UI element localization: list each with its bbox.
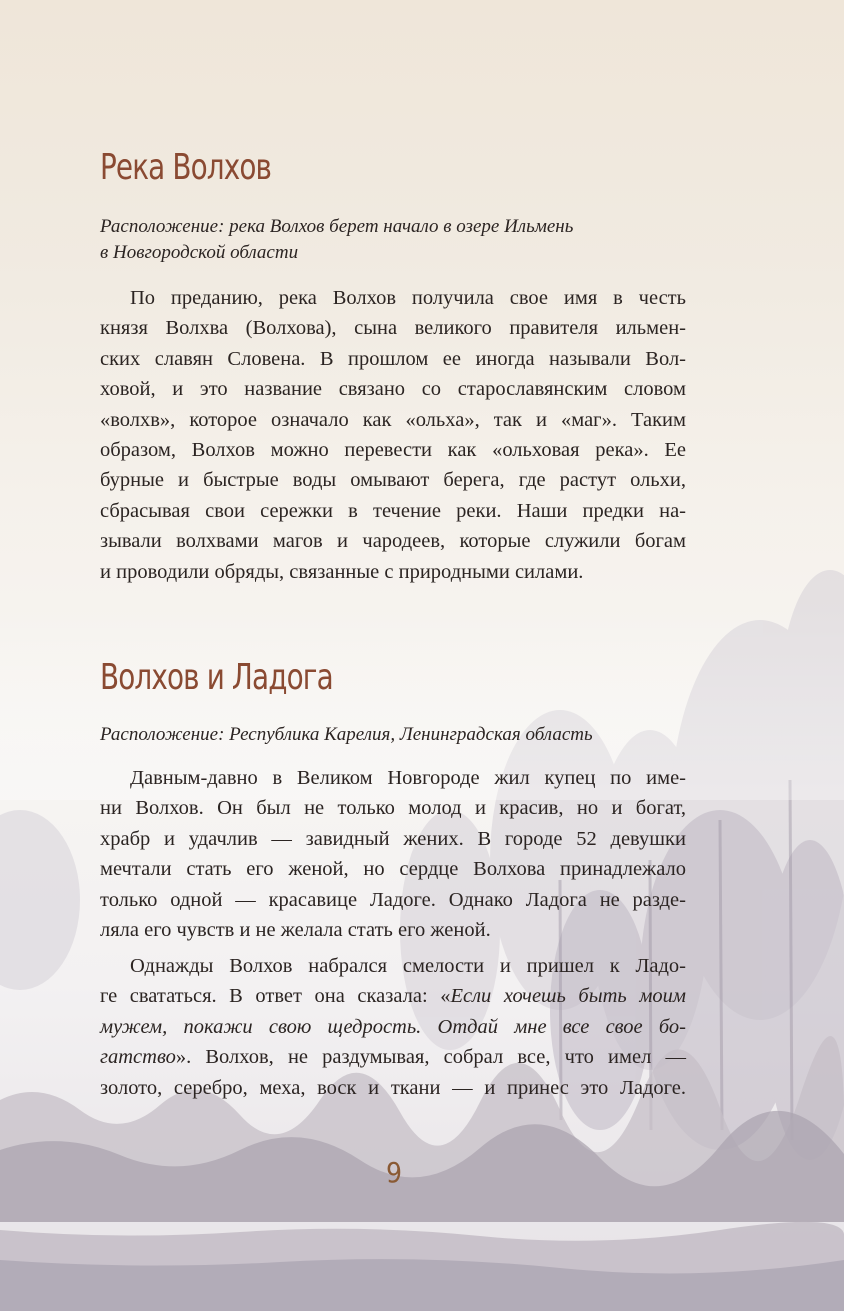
text-line: Однажды Волхов набрался смелости и пришел к Ладо- [130,955,686,977]
section-location: Расположение: Республика Карелия, Ленинградская область [100,724,593,745]
text-line: По преданию, река Волхов получила свое имя в честь [130,287,686,309]
text-line: князя Волхва (Волхова), сына великого правителя ильмен- [100,317,686,340]
text-line: только одной — красавице Ладоге. Однако Ладога не разде- [100,888,686,911]
text-run: ». Волхов, не раздумывая, собрал все, что имел — [175,1046,686,1069]
section-location [100,214,686,266]
text-run: ге свататься. В ответ она сказала: « [100,985,451,1008]
text-line [100,1012,686,1042]
page-number: 9 [385,1156,403,1189]
quote-italic: мужем, покажи свою щедрость. Отдай мне все свое бо- [100,1015,686,1038]
text-line: ни Волхов. Он был не только молод и красив, но и богат, [100,797,686,820]
location-line: в Новгородской области [100,242,299,263]
section-title-volkhov-and-ladoga: Волхов и Ладога [100,657,333,698]
location-line: Расположение: река Волхов берет начало в озере Ильмень [100,216,574,237]
body-paragraph [100,283,686,587]
quote-italic: Если хочешь быть моим [450,985,686,1008]
text-line: мечтали стать его женой, но сердце Волхова принадлежало [100,858,686,881]
text-line: золото, серебро, меха, воск и ткани — и принес это Ладоге. [100,1076,686,1099]
body-paragraph [100,763,686,945]
text-line: «волхв», которое означало как «ольха», так и «маг». Таким [100,408,686,431]
text-line [100,981,686,1011]
text-line: храбр и удачлив — завидный жених. В городе 52 девушки [100,827,686,850]
text-line: ских славян Словена. В прошлом ее иногда называли Вол- [100,347,686,370]
text-line: зывали волхвами магов и чародеев, которые служили богам [100,530,686,553]
text-line: бурные и быстрые воды омывают берега, где растут ольхи, [100,469,686,492]
text-line: ляла его чувств и не желала стать его женой. [100,919,491,942]
body-paragraph [100,951,686,1103]
text-line: образом, Волхов можно перевести как «ольховая река». Ее [100,439,686,462]
text-line: Давным-давно в Великом Новгороде жил купец по име- [130,767,686,789]
text-line: и проводили обряды, связанные с природными силами. [100,560,584,583]
section-title-volkhov-river: Река Волхов [100,147,272,188]
text-line: ховой, и это название связано со старославянским словом [100,378,686,401]
text-line [100,1042,686,1072]
quote-italic: гатство [100,1046,176,1069]
text-line: сбрасывая свои сережки в течение реки. Наши предки на- [100,499,686,522]
